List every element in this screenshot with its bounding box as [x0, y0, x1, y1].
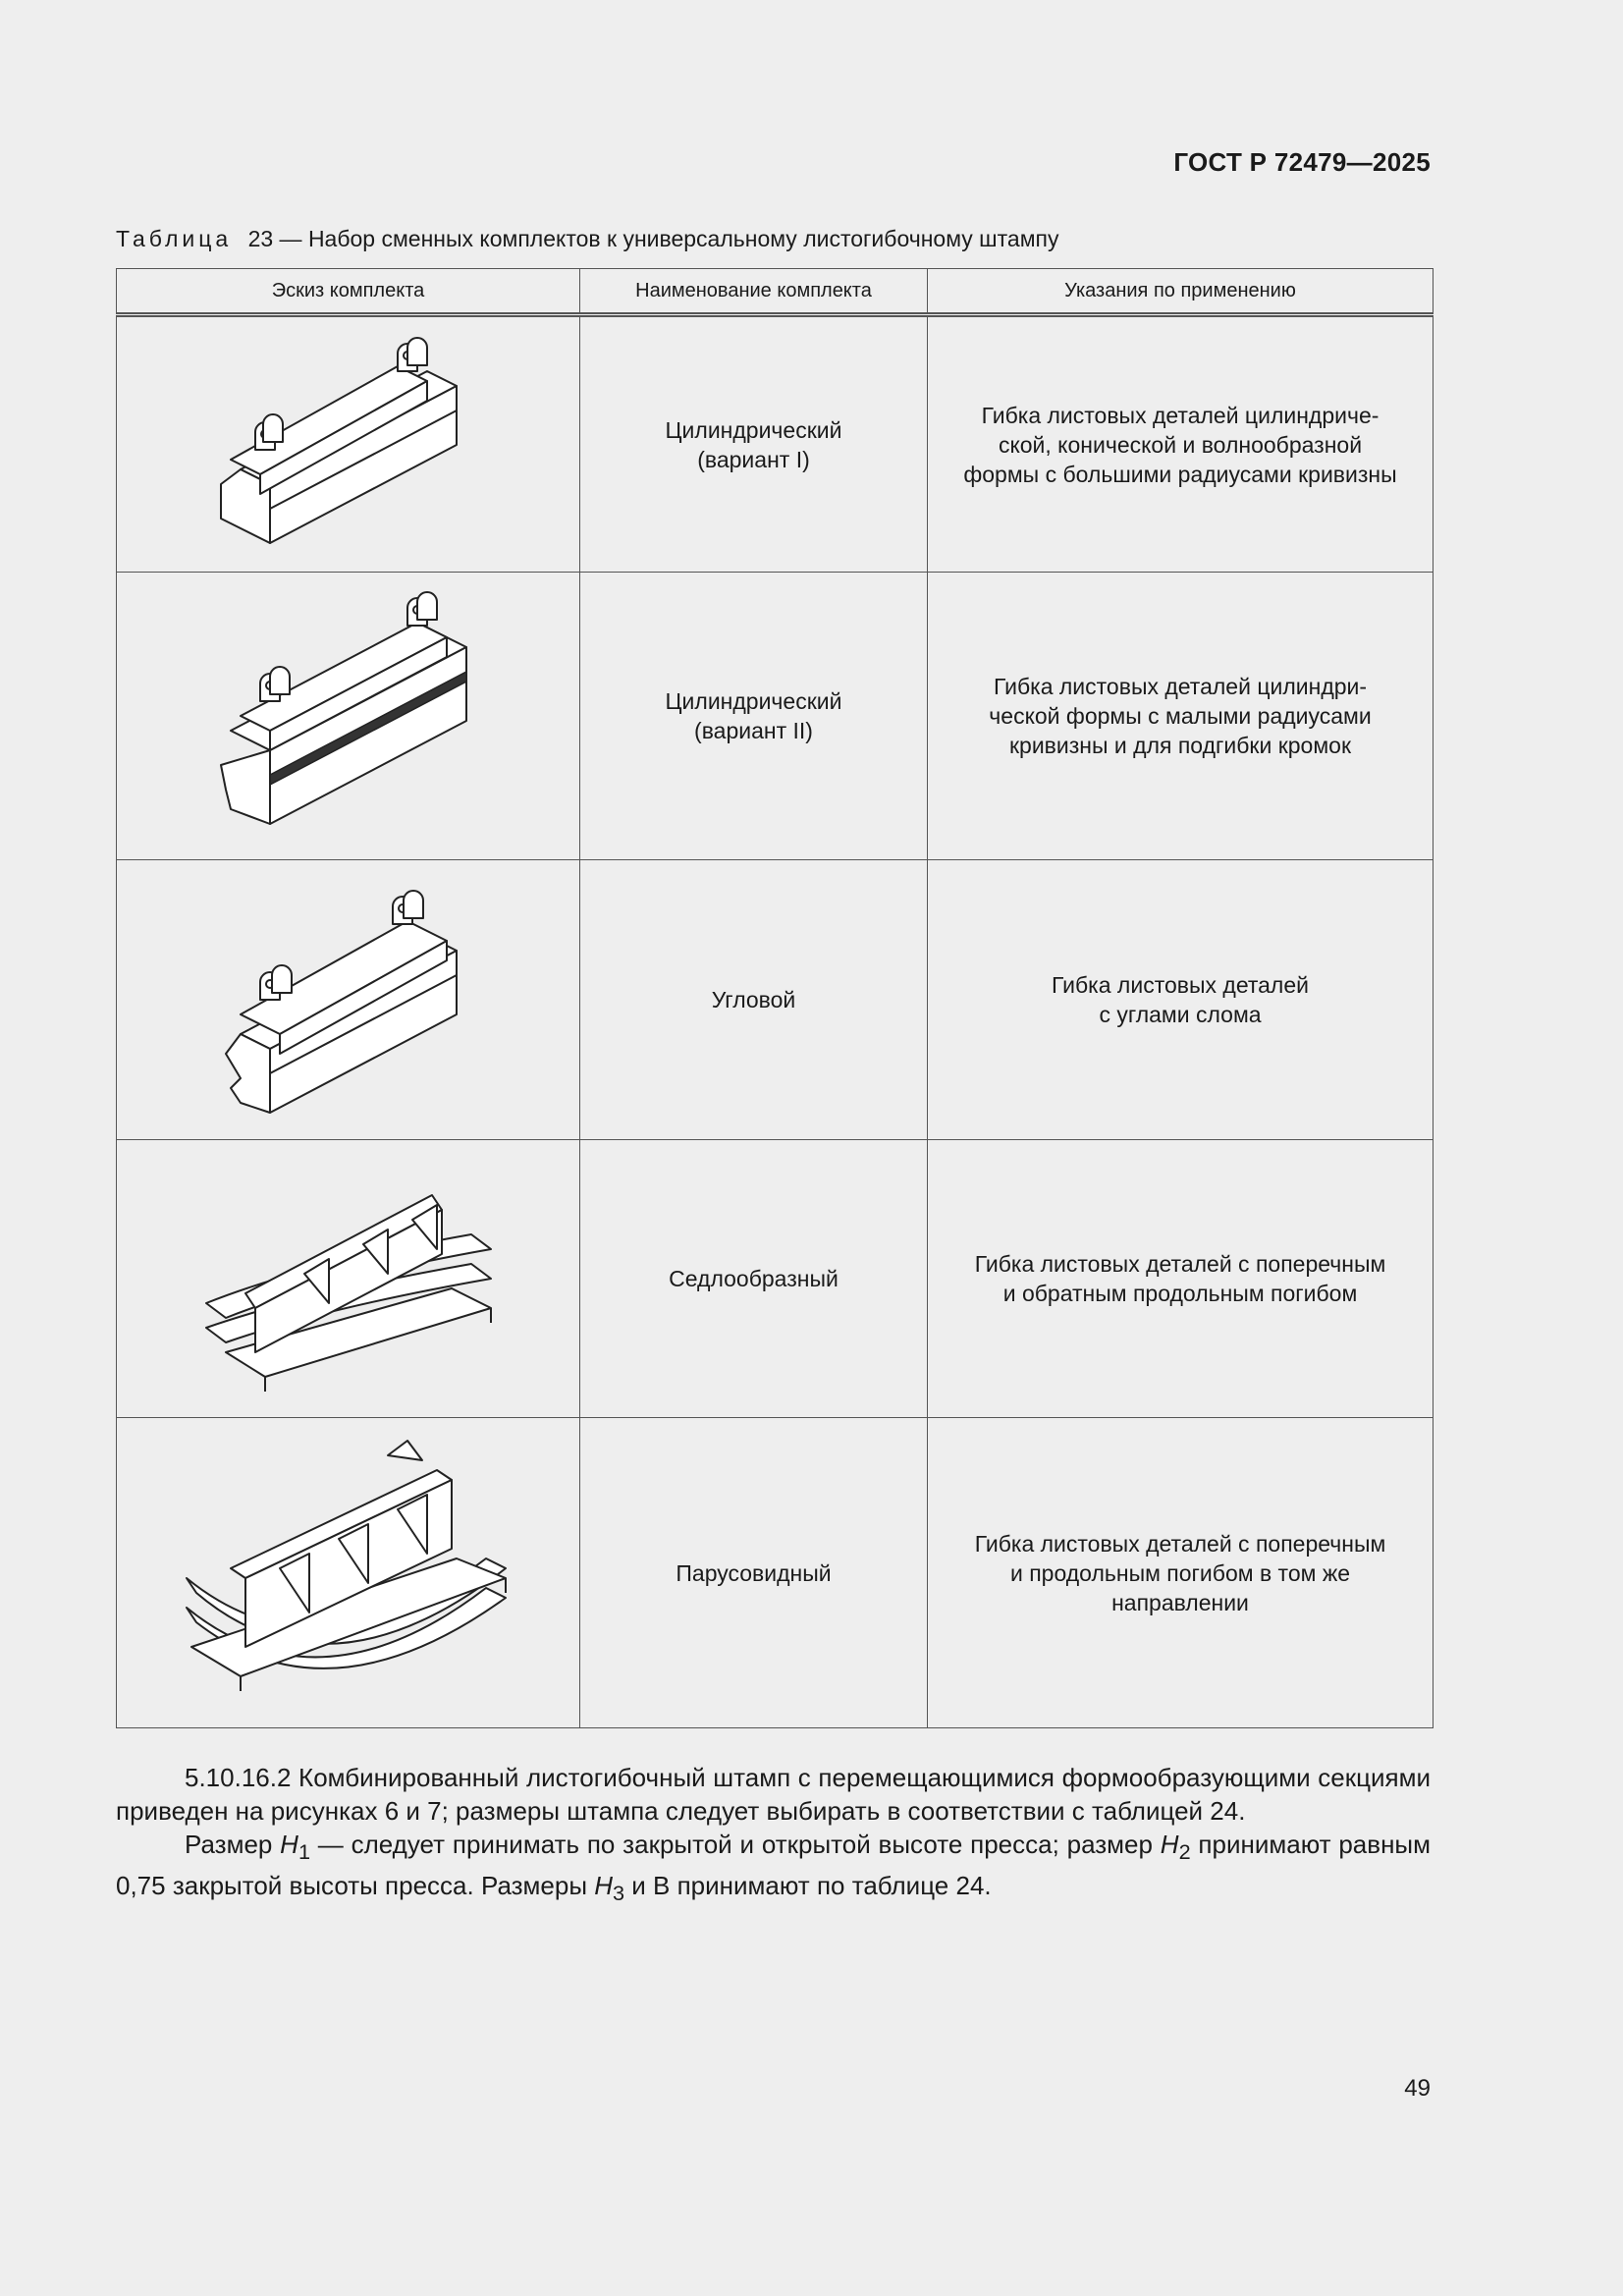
body-text	[116, 1761, 1431, 1910]
table-row	[117, 1418, 1434, 1728]
subscript: 2	[1178, 1839, 1191, 1865]
kit-usage: Гибка листовых деталей с поперечным и продольным погибом в том же направлении	[928, 1418, 1434, 1728]
kit-usage: Гибка листовых деталей с поперечным и обратным продольным погибом	[928, 1140, 1434, 1418]
paragraph: 5.10.16.2 Комбинированный листогибочный штамп с перемещающимися формообразующими секциями приведен на рисунках 6 и 7; размеры штампа следует выбирать в соответствии с таблицей 24.	[116, 1763, 1431, 1826]
kit-name: Угловой	[580, 860, 928, 1140]
kit-name: Цилиндрический (вариант II)	[580, 573, 928, 860]
symbol-h: H	[1160, 1830, 1179, 1859]
saddle-sketch	[187, 1156, 511, 1401]
kit-usage: Гибка листовых деталей цилиндриче- ской, конической и волнообразной формы с большими радиусами кривизны	[928, 315, 1434, 573]
document-code: ГОСТ Р 72479—2025	[1173, 147, 1431, 177]
column-header-sketch: Эскиз комплекта	[117, 269, 580, 315]
table-row	[117, 573, 1434, 860]
subscript: 3	[613, 1881, 625, 1906]
column-header-name: Наименование комплекта	[580, 269, 928, 315]
column-header-usage: Указания по применению	[928, 269, 1434, 315]
symbol-h: H	[594, 1871, 614, 1901]
table-caption	[116, 226, 1058, 252]
text-run: — следует принимать по закрытой и открытой высоте пресса; размер	[310, 1830, 1161, 1859]
sketch-cell	[117, 315, 580, 573]
text-run: Размер	[185, 1830, 281, 1859]
cylindrical-v2-sketch	[201, 588, 496, 844]
symbol-h: H	[280, 1830, 298, 1859]
sail-sketch	[172, 1431, 525, 1716]
text-run: и В принимают по таблице 24.	[624, 1871, 992, 1901]
sketch-cell	[117, 573, 580, 860]
kit-name: Парусовидный	[580, 1418, 928, 1728]
kits-table	[116, 268, 1434, 1728]
kit-usage: Гибка листовых деталей с углами слома	[928, 860, 1434, 1140]
kit-usage: Гибка листовых деталей цилиндри- ческой формы с малыми радиусами кривизны и для подгибки кромок	[928, 573, 1434, 860]
table-row	[117, 1140, 1434, 1418]
cylindrical-v1-sketch	[201, 332, 496, 558]
text-run: принимают равным 0,75 закрытой высоты пресса. Размеры	[116, 1830, 1431, 1901]
table-row	[117, 860, 1434, 1140]
angular-sketch	[201, 877, 496, 1122]
table-row	[117, 315, 1434, 573]
paragraph	[116, 1828, 1431, 1910]
table-caption-label: Таблица	[116, 226, 233, 251]
kit-name: Цилиндрический (вариант I)	[580, 315, 928, 573]
table-caption-text: 23 — Набор сменных комплектов к универсальному листогибочному штампу	[247, 226, 1059, 251]
kit-name: Седлообразный	[580, 1140, 928, 1418]
sketch-cell	[117, 1418, 580, 1728]
subscript: 1	[298, 1839, 310, 1865]
table-header-row	[117, 269, 1434, 315]
sketch-cell	[117, 1140, 580, 1418]
page-number: 49	[1404, 2075, 1431, 2102]
sketch-cell	[117, 860, 580, 1140]
